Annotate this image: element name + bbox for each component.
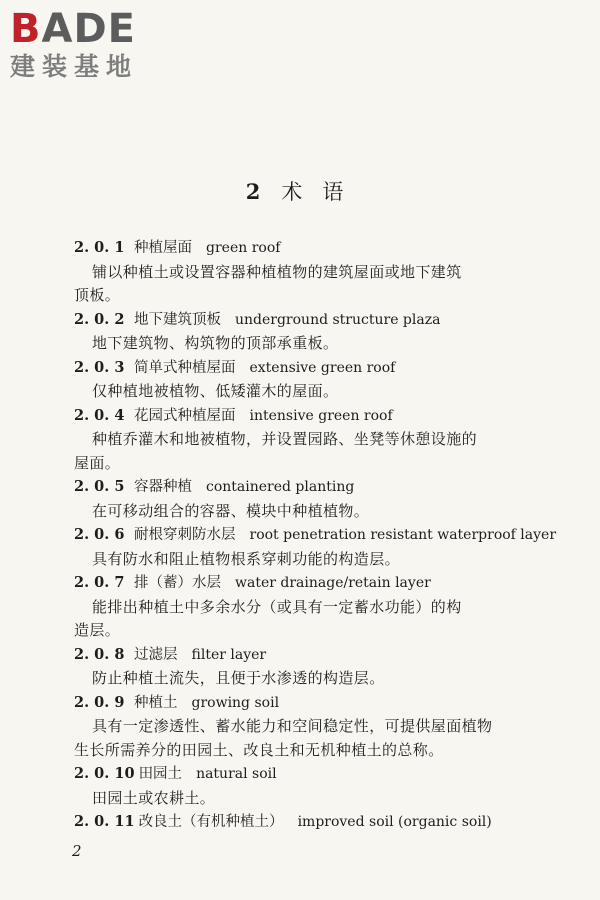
definition-line: 在可移动组合的容器、模块中种植植物。	[92, 501, 370, 520]
page-number: 2	[72, 842, 82, 860]
term-number: 2. 0. 1	[74, 239, 125, 256]
term-english: growing soil	[191, 694, 280, 711]
definition-line: 具有一定渗透性、蓄水能力和空间稳定性，可提供屋面植物	[92, 717, 493, 735]
term-number: 2. 0. 4	[74, 406, 125, 424]
chapter-title-part2: 语	[322, 180, 346, 204]
definition-line: 生长所需养分的田园土、改良土和无机种植土的总称。	[74, 740, 444, 759]
term-definition	[0, 380, 600, 404]
definition-line: 造层。	[74, 621, 121, 639]
term-entry	[0, 691, 600, 763]
definition-line: 能排出种植土中多余水分（或具有一定蓄水功能）的构	[92, 597, 462, 616]
term-english: green roof	[206, 240, 281, 256]
term-heading	[0, 523, 600, 548]
definition-line: 地下建筑物、构筑物的顶部承重板。	[92, 334, 339, 352]
term-number: 2. 0. 5	[74, 478, 125, 495]
term-english: natural soil	[196, 766, 277, 782]
chapter-title	[0, 176, 600, 206]
term-definition	[0, 500, 600, 524]
term-chinese: 花园式种植屋面	[134, 407, 236, 424]
term-definition	[0, 548, 600, 572]
logo-wordmark	[10, 8, 138, 50]
definition-line: 具有防水和阻止植物根系穿刺功能的构造层。	[92, 549, 401, 568]
term-number: 2. 0. 11	[74, 813, 135, 830]
term-entries	[0, 236, 600, 835]
term-chinese: 地下建筑顶板	[134, 311, 221, 328]
term-heading	[0, 356, 600, 381]
logo-subtitle: 建装基地	[10, 52, 139, 81]
term-chinese: 改良土（有机种植土）	[138, 814, 284, 830]
term-definition	[0, 667, 600, 691]
term-english: filter layer	[191, 646, 267, 663]
term-heading	[0, 691, 600, 716]
term-entry	[0, 236, 600, 308]
term-english: underground structure plaza	[235, 311, 441, 328]
term-heading	[0, 236, 600, 261]
term-heading	[0, 571, 600, 596]
term-english: extensive green roof	[249, 359, 396, 376]
term-english: improved soil (organic soil)	[297, 814, 492, 830]
term-entry	[0, 523, 600, 571]
term-chinese: 简单式种植屋面	[134, 359, 236, 376]
term-heading	[0, 762, 600, 787]
term-entry	[0, 308, 600, 356]
term-heading	[0, 810, 600, 835]
term-number: 2. 0. 6	[74, 526, 125, 543]
term-number: 2. 0. 7	[74, 574, 125, 591]
term-entry	[0, 475, 600, 523]
logo-wordmark-rest: ADE	[41, 6, 136, 52]
term-entry	[0, 356, 600, 404]
term-entry	[0, 643, 600, 691]
term-english: water drainage/retain layer	[235, 575, 431, 591]
term-chinese: 种植屋面	[134, 240, 192, 256]
term-definition	[0, 787, 600, 811]
term-number: 2. 0. 2	[74, 310, 125, 328]
term-definition	[0, 332, 600, 356]
term-number: 2. 0. 9	[74, 693, 125, 711]
term-chinese: 耐根穿刺防水层	[134, 527, 236, 543]
term-definition	[0, 261, 600, 308]
definition-line: 屋面。	[74, 453, 121, 472]
term-number: 2. 0. 3	[74, 358, 125, 376]
term-chinese: 田园土	[138, 766, 183, 782]
definition-line: 防止种植土流失，且便于水渗透的构造层。	[92, 669, 385, 687]
term-entry	[0, 404, 600, 476]
term-definition	[0, 428, 600, 475]
logo-accent-letter: B	[10, 6, 42, 52]
term-english: intensive green roof	[249, 407, 393, 424]
definition-line: 仅种植地被植物、低矮灌木的屋面。	[92, 382, 339, 400]
term-number: 2. 0. 10	[74, 765, 135, 782]
term-english: containered planting	[206, 479, 355, 495]
chapter-number: 2	[245, 179, 263, 204]
term-entry	[0, 810, 600, 835]
term-chinese: 容器种植	[134, 479, 192, 495]
definition-line: 种植乔灌木和地被植物，并设置园路、坐凳等休憩设施的	[92, 430, 478, 448]
term-entry	[0, 571, 600, 643]
term-chinese: 过滤层	[134, 646, 178, 663]
brand-logo	[10, 8, 138, 82]
definition-line: 田园土或农耕土。	[92, 788, 216, 807]
term-chinese: 种植土	[134, 694, 178, 711]
term-chinese: 排（蓄）水层	[134, 575, 221, 591]
term-english: root penetration resistant waterproof layer	[249, 527, 557, 543]
definition-line: 铺以种植土或设置容器种植植物的建筑屋面或地下建筑	[92, 262, 462, 281]
term-heading	[0, 404, 600, 429]
term-heading	[0, 308, 600, 333]
term-heading	[0, 643, 600, 668]
term-number: 2. 0. 8	[74, 645, 125, 663]
term-heading	[0, 475, 600, 500]
chapter-title-part1: 术	[281, 180, 305, 204]
term-definition	[0, 715, 600, 762]
term-definition	[0, 596, 600, 643]
definition-line: 顶板。	[74, 286, 121, 304]
term-entry	[0, 762, 600, 810]
